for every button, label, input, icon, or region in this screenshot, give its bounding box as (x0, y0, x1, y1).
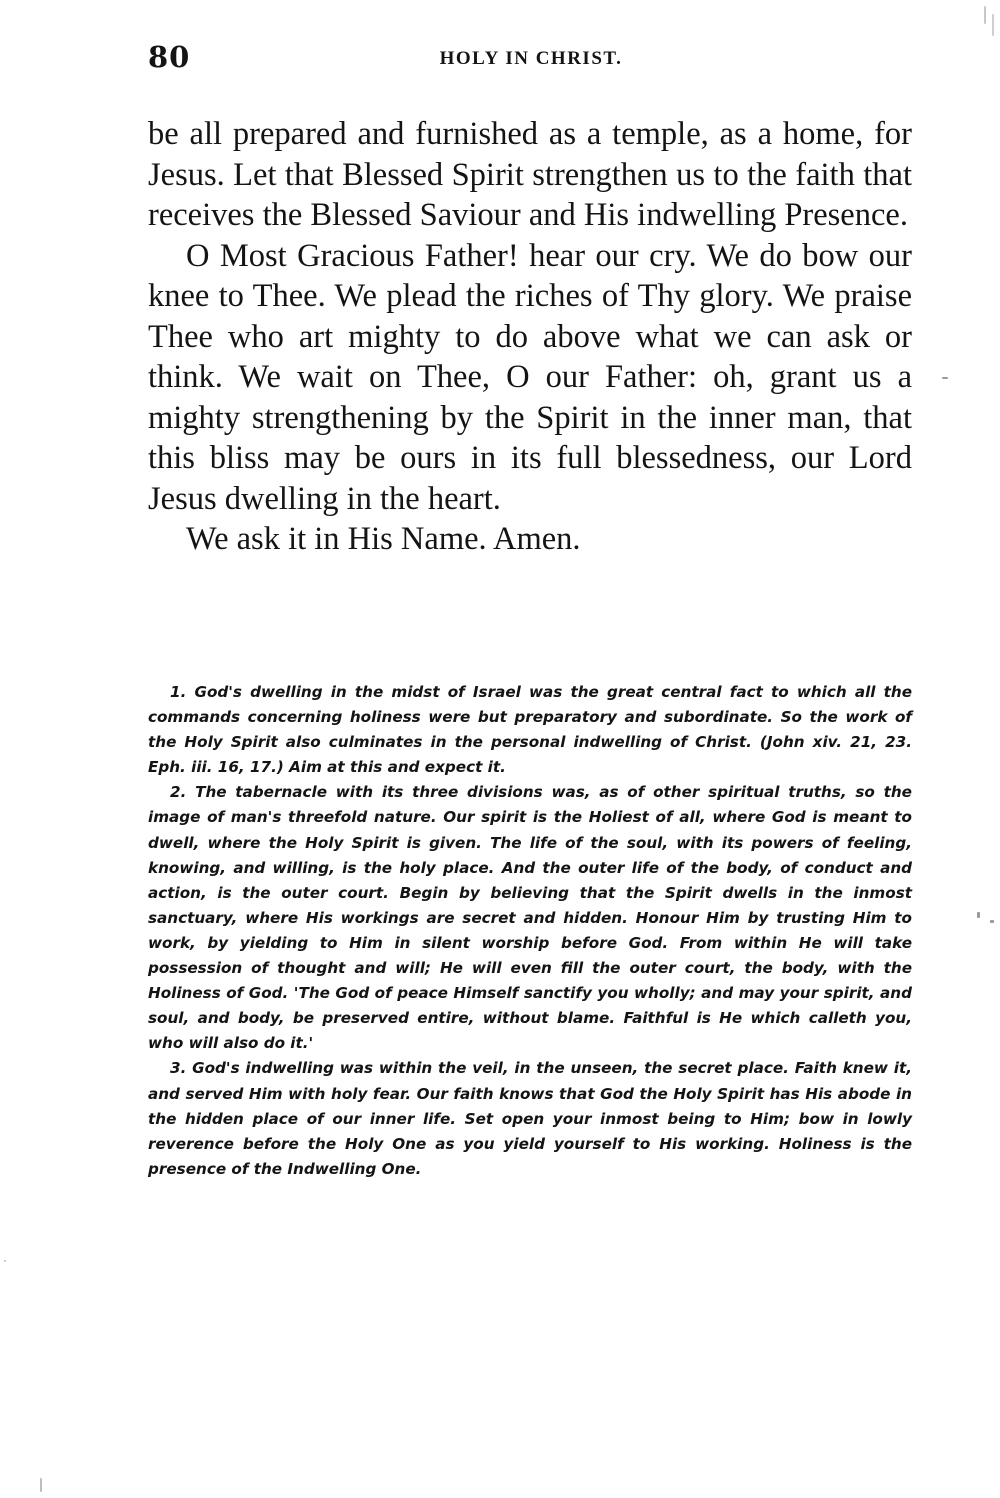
body-paragraph: O Most Gracious Father! hear our cry. We do bow our knee to Thee. We plead the riches of Thy glory. We praise Thee who art mighty to do above what we can ask or think. We wait on Thee, O our Father: oh, grant us a mighty strengthening by the Spirit in the inner man, that this bliss may be ours in its full blessedness, our Lord Jesus dwelling in the heart. (148, 237, 912, 517)
footnote: 2. The tabernacle with its three divisions was, as of other spiritual truths, so the image of man's threefold nature. Our spirit is the Holiest of all, where God is meant to dwell, where the Holy Spirit is given. The life of the soul, with its powers of feeling, knowing, and willing, is the holy place. And the outer life of the body, of conduct and action, is the outer court. Begin by believing that the Spirit dwells in the inmost sanctuary, where His workings are secret and hidden. Honour Him by trusting Him to work, by yielding to Him in silent worship before God. From within He will take possession of thought and will; He will even fill the outer court, the body, with the Holiness of God. 'The God of peace Himself sanctify you wholly; and may your spirit, and soul, and body, be preserved entire, without blame. Faithful is He which calleth you, who will also do it.' (148, 783, 912, 1053)
scan-speck (40, 1478, 42, 1492)
running-title: HOLY IN CHRIST. (439, 48, 623, 69)
footnote: 3. God's indwelling was within the veil, in the unseen, the secret place. Faith knew it, and served Him with holy fear. Our faith knows that God the Holy Spirit has His abode in the hidden place of our inner life. Set open your inmost being to Him; bow in lowly reverence before the Holy One as you yield yourself to His working. Holiness is the presence of the Indwelling One. (148, 1059, 912, 1178)
body-text (148, 114, 912, 560)
body-paragraph: We ask it in His Name. Amen. (186, 521, 581, 557)
scan-speck (4, 1260, 6, 1262)
scan-speck (992, 14, 994, 36)
footnotes (148, 680, 912, 1182)
body-paragraph: be all prepared and furnished as a temple, as a home, for Jesus. Let that Blessed Spirit strengthen us to the faith that receives the Blessed Saviour and His indwelling Presence. (148, 116, 912, 233)
scan-speck (977, 912, 980, 918)
running-head (148, 40, 914, 80)
footnote: 1. God's dwelling in the midst of Israel was the great central fact to which all the commands concerning holiness were but preparatory and subordinate. So the work of the Holy Spirit also culminates in the personal indwelling of Christ. (John xiv. 21, 23. Eph. iii. 16, 17.) Aim at this and expect it. (148, 683, 912, 777)
scan-speck (984, 6, 986, 24)
page-number: 80 (148, 40, 191, 74)
scan-speck (942, 377, 948, 379)
scan-speck (990, 920, 994, 923)
